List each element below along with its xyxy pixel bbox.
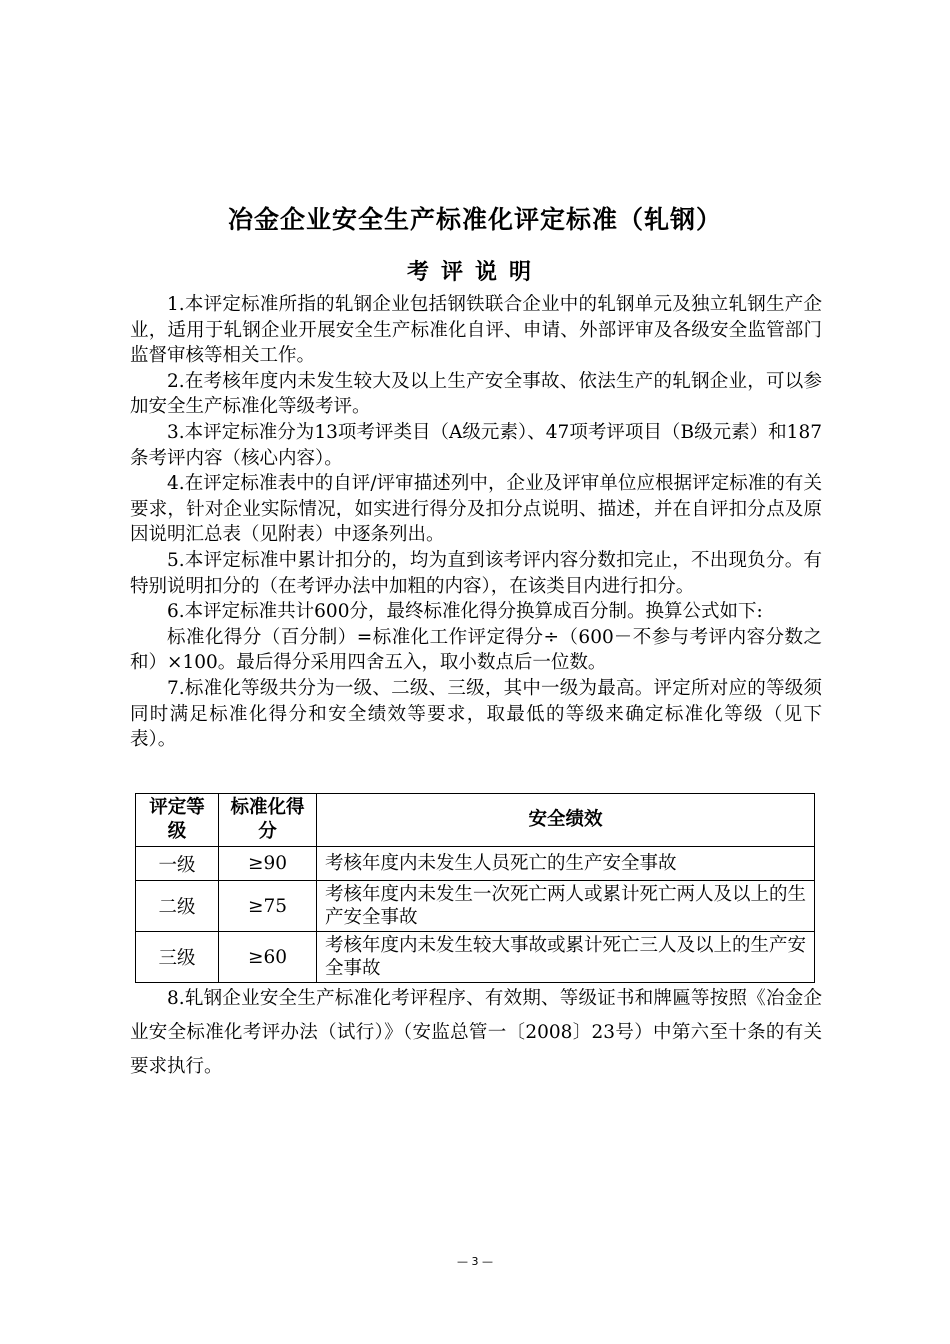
table-header-row [136,794,815,847]
paragraph-8: 8.轧钢企业安全生产标准化考评程序、有效期、等级证书和牌匾等按照《冶金企业安全标准化考评办法（试行）》（安监总管一〔2008〕23号）中第六至十条的有关要求执行。 [130,988,822,1077]
header-score: 标准化得分 [219,794,317,847]
performance-cell: 考核年度内未发生一次死亡两人或累计死亡两人及以上的生产安全事故 [317,881,815,932]
closing-paragraph [130,982,822,1084]
paragraph-5: 5.本评定标准中累计扣分的，均为直到该考评内容分数扣完止，不出现负分。有特别说明扣分的（在考评办法中加粗的内容），在该类目内进行扣分。 [130,549,822,597]
grade-cell: 二级 [136,881,219,932]
header-grade: 评定等级 [136,794,219,847]
paragraph-4: 4.在评定标准表中的自评/评审描述列中，企业及评审单位应根据评定标准的有关要求，针对企业实际情况，如实进行得分及扣分点说明、描述，并在自评扣分点及原因说明汇总表（见附表）中逐条列出。 [130,473,822,546]
page-number: — 3 — [457,1255,493,1268]
paragraph-6: 6.本评定标准共计600分，最终标准化得分换算成百分制。换算公式如下: [167,601,763,623]
section-subtitle: 考评说明 [406,260,543,285]
paragraph-1: 1.本评定标准所指的轧钢企业包括钢铁联合企业中的轧钢单元及独立轧钢生产企业，适用于轧钢企业开展安全生产标准化自评、申请、外部评审及各级安全监管部门监督审核等相关工作。 [130,294,822,367]
paragraph-3: 3.本评定标准分为13项考评类目（A级元素）、47项考评项目（B级元素）和187条考评内容（核心内容）。 [130,421,822,469]
performance-cell: 考核年度内未发生较大事故或累计死亡三人及以上的生产安全事故 [317,932,815,983]
score-cell: ≥60 [219,932,317,983]
grade-table [135,793,815,983]
paragraph-2: 2.在考核年度内未发生较大及以上生产安全事故、依法生产的轧钢企业，可以参加安全生产标准化等级考评。 [130,370,822,418]
grade-cell: 一级 [136,847,219,881]
table-row [136,932,815,983]
body-text [130,292,822,753]
table-row [136,881,815,932]
grade-cell: 三级 [136,932,219,983]
formula-paragraph: 标准化得分（百分制）=标准化工作评定得分÷（600－不参与考评内容分数之和）×100。最后得分采用四舍五入，取小数点后一位数。 [130,626,822,674]
performance-cell: 考核年度内未发生人员死亡的生产安全事故 [317,847,815,881]
header-performance: 安全绩效 [317,794,815,847]
paragraph-7: 7.标准化等级共分为一级、二级、三级，其中一级为最高。评定所对应的等级须同时满足标准化得分和安全绩效等要求，取最低的等级来确定标准化等级（见下表）。 [130,677,822,751]
score-cell: ≥75 [219,881,317,932]
table-row [136,847,815,881]
score-cell: ≥90 [219,847,317,881]
document-title: 冶金企业安全生产标准化评定标准（轧钢） [227,205,722,234]
